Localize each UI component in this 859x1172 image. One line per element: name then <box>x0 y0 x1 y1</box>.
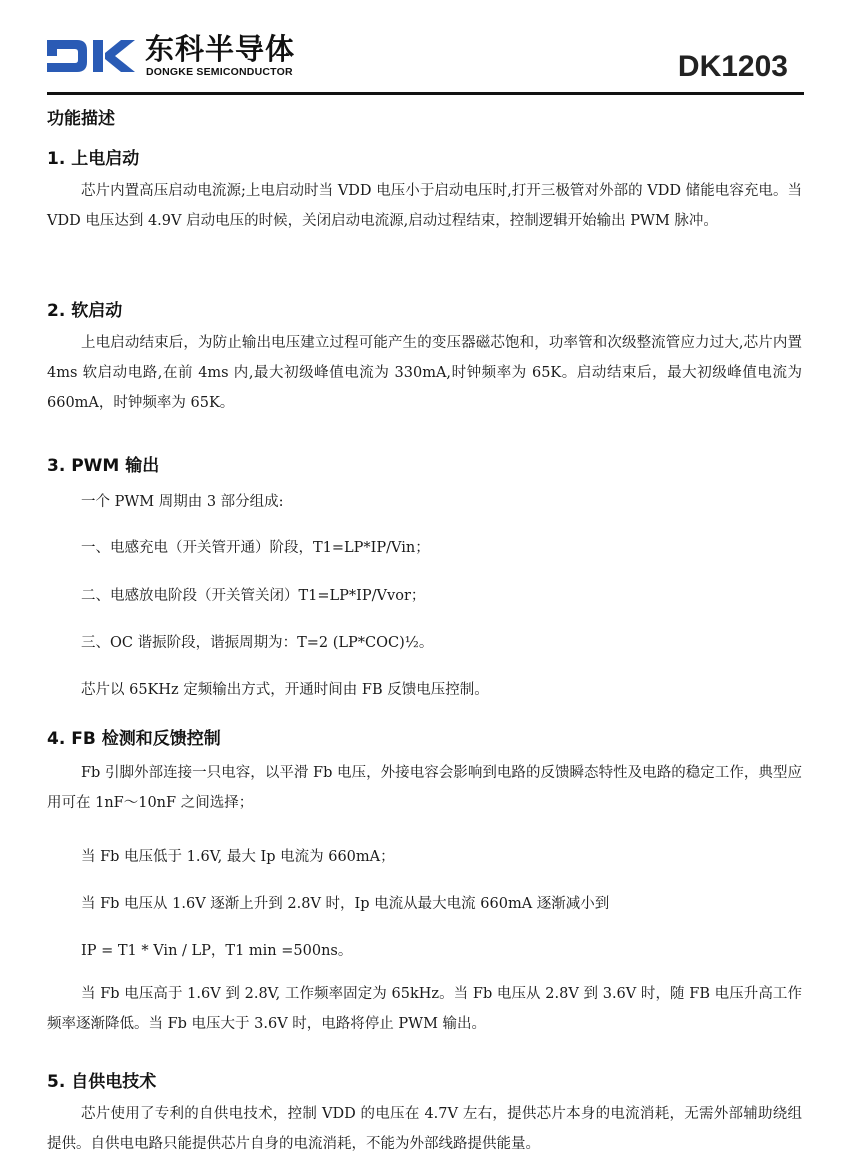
part-number: DK1203 <box>677 50 788 83</box>
section-heading: 2. 软启动 <box>47 301 123 321</box>
company-name-cn: 东科半导体 <box>145 32 296 66</box>
section-heading: 4. FB 检测和反馈控制 <box>47 729 221 749</box>
text-line: 当 Fb 电压从 1.6V 逐渐上升到 2.8V 时，Ip 电流从最大电流 660mA 逐渐减小到 <box>81 896 610 912</box>
text-line: IP = T1 * Vin / LP，T1 min =500ns。 <box>81 943 353 959</box>
text-line: 芯片以 65KHz 定频输出方式，开通时间由 FB 反馈电压控制。 <box>81 682 489 698</box>
section-paragraph: 上电启动结束后，为防止输出电压建立过程可能产生的变压器磁芯饱和，功率管和次级整流管应力过大,芯片内置 4ms 软启动电路,在前 4ms 内,最大初级峰值电流为 330mA,时钟频率为 65K。启动结束后，最大初级峰值电流为 660mA，时钟频率为 65K。 <box>47 335 802 411</box>
header-divider <box>47 92 804 95</box>
section-paragraph: 芯片内置高压启动电流源;上电启动时当 VDD 电压小于启动电压时,打开三极管对外部的 VDD 储能电容充电。当 VDD 电压达到 4.9V 启动电压的时候，关闭启动电流源,启动过程结束，控制逻辑开始输出 PWM 脉冲。 <box>47 183 802 229</box>
text-line: 一个 PWM 周期由 3 部分组成: <box>81 494 284 510</box>
dk-logo-icon <box>47 36 137 76</box>
company-name-en: DONGKE SEMICONDUCTOR <box>146 66 293 78</box>
text-line: 二、电感放电阶段（开关管关闭）T1=LP*IP/Vvor； <box>81 588 426 604</box>
text-line: 三、OC 谐振阶段，谐振周期为：T=2 (LP*COC)½。 <box>81 635 434 651</box>
text-line: 一、电感充电（开关管开通）阶段，T1=LP*IP/Vin； <box>81 540 430 556</box>
page-title: 功能描述 <box>47 109 115 129</box>
section-heading: 1. 上电启动 <box>47 149 140 169</box>
section-heading: 3. PWM 输出 <box>47 456 160 476</box>
section-heading: 5. 自供电技术 <box>47 1072 157 1092</box>
section-paragraph: Fb 引脚外部连接一只电容，以平滑 Fb 电压，外接电容会影响到电路的反馈瞬态特性及电路的稳定工作，典型应用可在 1nF～10nF 之间选择； <box>47 765 802 811</box>
text-line: 当 Fb 电压低于 1.6V, 最大 Ip 电流为 660mA； <box>81 849 395 865</box>
section-paragraph: 当 Fb 电压高于 1.6V 到 2.8V, 工作频率固定为 65kHz。当 Fb 电压从 2.8V 到 3.6V 时，随 FB 电压升高工作频率逐渐降低。当 Fb 电压大于 3.6V 时，电路将停止 PWM 输出。 <box>47 986 802 1032</box>
section-paragraph: 芯片使用了专利的自供电技术，控制 VDD 的电压在 4.7V 左右，提供芯片本身的电流消耗，无需外部辅助绕组提供。自供电电路只能提供芯片自身的电流消耗，不能为外部线路提供能量。 <box>47 1106 802 1152</box>
page-header <box>47 30 804 94</box>
